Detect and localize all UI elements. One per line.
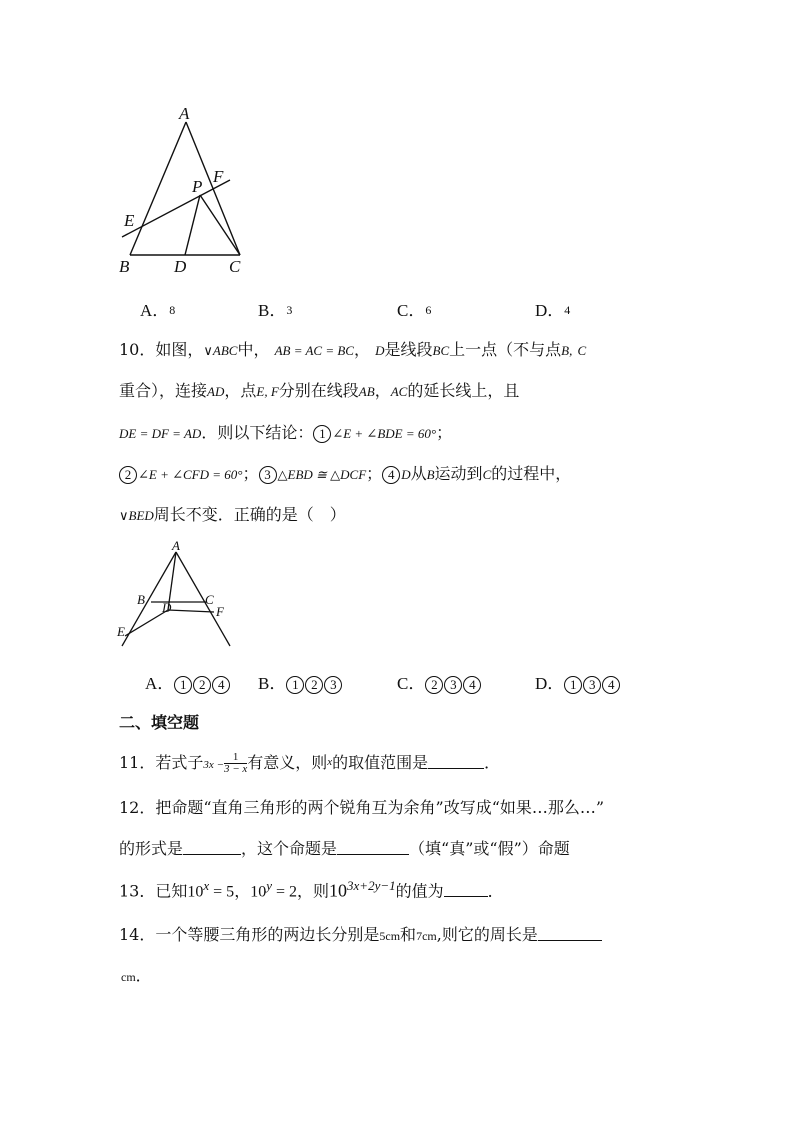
q10-option-a (145, 669, 231, 694)
q11-answer-blank[interactable] (428, 754, 484, 769)
q13-text: ． (487, 881, 504, 901)
q10-triangle-bed: ∨BED (119, 508, 154, 523)
fig1-label-D: D (174, 257, 187, 276)
fig1-label-E: E (124, 211, 135, 230)
q13-text: 13．已知 (119, 881, 188, 901)
q9-options (140, 296, 175, 321)
q14-text: ,则它的周长是 (436, 925, 538, 944)
q13-power-2-exponent: y (266, 878, 272, 893)
q10-line-3 (119, 420, 452, 443)
q11-text: 的取值范围是 (332, 753, 429, 772)
q9-option-d-value: 4 (564, 303, 571, 317)
q10-line-2: 重合），连接AD，点E, F分别在线段AB，AC的延长线上，且 (119, 381, 520, 400)
q13-text: ， (234, 881, 251, 901)
q10-text: ， (374, 381, 391, 400)
circled-number-1: 1 (313, 425, 331, 443)
circled-number-4: 4 (382, 466, 400, 484)
q14-answer-blank[interactable] (538, 926, 602, 941)
q11-fraction-denominator: 3 − x (223, 763, 248, 775)
fig2-label-C: C (205, 592, 214, 607)
q10-text: ； (242, 464, 259, 483)
q13-power-1-value: = 5 (209, 883, 235, 901)
section-heading: 二、填空题 (119, 713, 200, 732)
q13-power-1-exponent: x (203, 878, 210, 893)
q12-text: 的形式是 (119, 839, 184, 858)
q10-text: 重合），连接 (119, 381, 208, 400)
q10-comma: , (569, 343, 573, 358)
q10-option-c (397, 669, 482, 694)
q10-text: 中， (237, 340, 270, 359)
q13-power-2-base: 10 (250, 883, 267, 901)
q11-fraction-numerator: 1 (224, 752, 247, 764)
q13-power-2-value: = 2 (271, 883, 298, 901)
q10-segment-ac: AC (390, 384, 408, 399)
circled-number: 2 (425, 676, 443, 694)
q12-line-2 (119, 836, 570, 859)
q13-answer-blank[interactable] (444, 882, 488, 897)
fig2-label-F: F (216, 604, 224, 619)
q10-conclusion-2: ∠E + ∠CFD = 60° (138, 467, 243, 482)
fig2-label-A: A (172, 538, 180, 553)
q13-text: 的值为 (395, 881, 444, 901)
q14-text: 14．一个等腰三角形的两边长分别是 (119, 925, 380, 944)
circled-number: 1 (286, 676, 304, 694)
circled-number: 1 (174, 676, 192, 694)
fig2-label-B: B (137, 592, 145, 607)
q10-equation-2: DE = DF = AD (119, 426, 202, 441)
q9-option-b-label: B． (258, 301, 287, 320)
q10-text: 的延长线上，且 (407, 381, 520, 400)
q13-power-1-base: 10 (187, 883, 204, 901)
circled-number: 2 (305, 676, 323, 694)
q10-segment-ad: AD (207, 384, 225, 399)
q10-point-c: C (482, 467, 492, 482)
q12-answer-blank-2[interactable] (337, 840, 409, 855)
q12-line-1: 12．把命题“直角三角形的两个锐角互为余角”改写成“如果…那么…” (119, 798, 605, 817)
q14-unit: cm (121, 970, 136, 984)
circled-number: 4 (212, 676, 230, 694)
q9-option-c-value: 6 (425, 303, 432, 317)
q10-option-d-label: D． (535, 674, 565, 693)
q10-number: 10．如图， (119, 340, 204, 359)
q12-text: （填“真”或“假”）命题 (409, 839, 570, 858)
q10-text: ； (436, 423, 453, 442)
q10-text: ； (366, 464, 383, 483)
q10-segment-ab: AB (358, 384, 375, 399)
q10-text: 上一点（不与点 (449, 340, 562, 359)
q10-line-5 (119, 502, 346, 525)
circled-number: 3 (583, 676, 601, 694)
circled-number: 2 (193, 676, 211, 694)
fig2-label-D: D (162, 600, 172, 615)
q11-variable-x: x (327, 756, 333, 768)
q10-text: 是线段 (384, 340, 433, 359)
q11-text: 11．若式子 (119, 753, 204, 772)
triangle-figure-1 (110, 100, 260, 280)
fig1-label-C: C (229, 257, 241, 276)
q11-expression: 3x − (203, 759, 224, 771)
circled-number-3: 3 (259, 466, 277, 484)
q10-option-b (258, 669, 343, 694)
triangle-figure-2 (110, 538, 245, 653)
q14-value-1: 5cm (379, 929, 401, 943)
q10-text: 从 (410, 464, 427, 483)
q10-text: ，点 (224, 381, 257, 400)
fig1-label-P: P (192, 177, 203, 196)
q10-point-b: B (561, 343, 570, 358)
q10-option-b-label: B． (258, 674, 287, 693)
q11-text: 有意义，则 (247, 753, 328, 772)
q9-option-a-label: A． (140, 301, 170, 320)
q13-text: ，则 (297, 881, 330, 901)
q10-point-f: F (270, 384, 279, 399)
q14-line-2 (121, 963, 152, 986)
fig2-label-E: E (117, 624, 125, 639)
q13-power-3-exponent: 3x+2y−1 (347, 878, 396, 893)
q13-line (119, 878, 504, 901)
q10-segment-bc: BC (432, 343, 450, 358)
q10-equation-1: AB = AC = BC (274, 343, 354, 358)
fig1-label-A: A (179, 104, 190, 123)
q14-value-2: 7cm (416, 929, 437, 943)
q10-text: ．则以下结论： (201, 423, 314, 442)
q10-point-d: D (375, 343, 385, 358)
q11-text: ． (484, 753, 501, 772)
circled-number: 4 (602, 676, 620, 694)
q11-fraction (224, 752, 247, 775)
q9-option-c-label: C． (397, 301, 426, 320)
q10-triangle-abc: ∨ABC (203, 343, 238, 358)
q10-option-d (535, 669, 621, 694)
q11-line (119, 750, 500, 775)
q13-power-3-base: 10 (329, 880, 348, 901)
q10-text: 运动到 (434, 464, 483, 483)
q12-answer-blank-1[interactable] (183, 840, 241, 855)
q14-text: ． (135, 966, 152, 985)
q9-option-b-value: 3 (286, 303, 293, 317)
q10-point-b: B (426, 467, 435, 482)
circled-number: 1 (564, 676, 582, 694)
q10-option-c-label: C． (397, 674, 426, 693)
q10-point-d: D (401, 467, 411, 482)
q9-option-d-label: D． (535, 301, 565, 320)
q10-text: 周长不变．正确的是（ ） (153, 505, 346, 524)
circled-number: 3 (324, 676, 342, 694)
q10-option-a-label: A． (145, 674, 175, 693)
q10-point-e: E (256, 384, 265, 399)
fig1-label-F: F (213, 167, 224, 186)
q10-text: 的过程中， (491, 464, 572, 483)
q12-text: ，这个命题是 (241, 839, 338, 858)
q10-conclusion-1: ∠E + ∠BDE = 60° (332, 426, 437, 441)
q10-line-1 (119, 337, 586, 360)
q14-line-1 (119, 922, 602, 945)
q10-conclusion-3: △EBD ≅ △DCF (277, 467, 367, 482)
q10-line-4 (119, 461, 571, 484)
circled-number-2: 2 (119, 466, 137, 484)
circled-number: 4 (463, 676, 481, 694)
q14-text: 和 (400, 925, 417, 944)
circled-number: 3 (444, 676, 462, 694)
q10-text: 分别在线段 (278, 381, 359, 400)
q10-text: ， (353, 340, 370, 359)
q10-point-c: C (577, 343, 587, 358)
q9-option-a-value: 8 (169, 303, 176, 317)
fig1-label-B: B (119, 257, 130, 276)
